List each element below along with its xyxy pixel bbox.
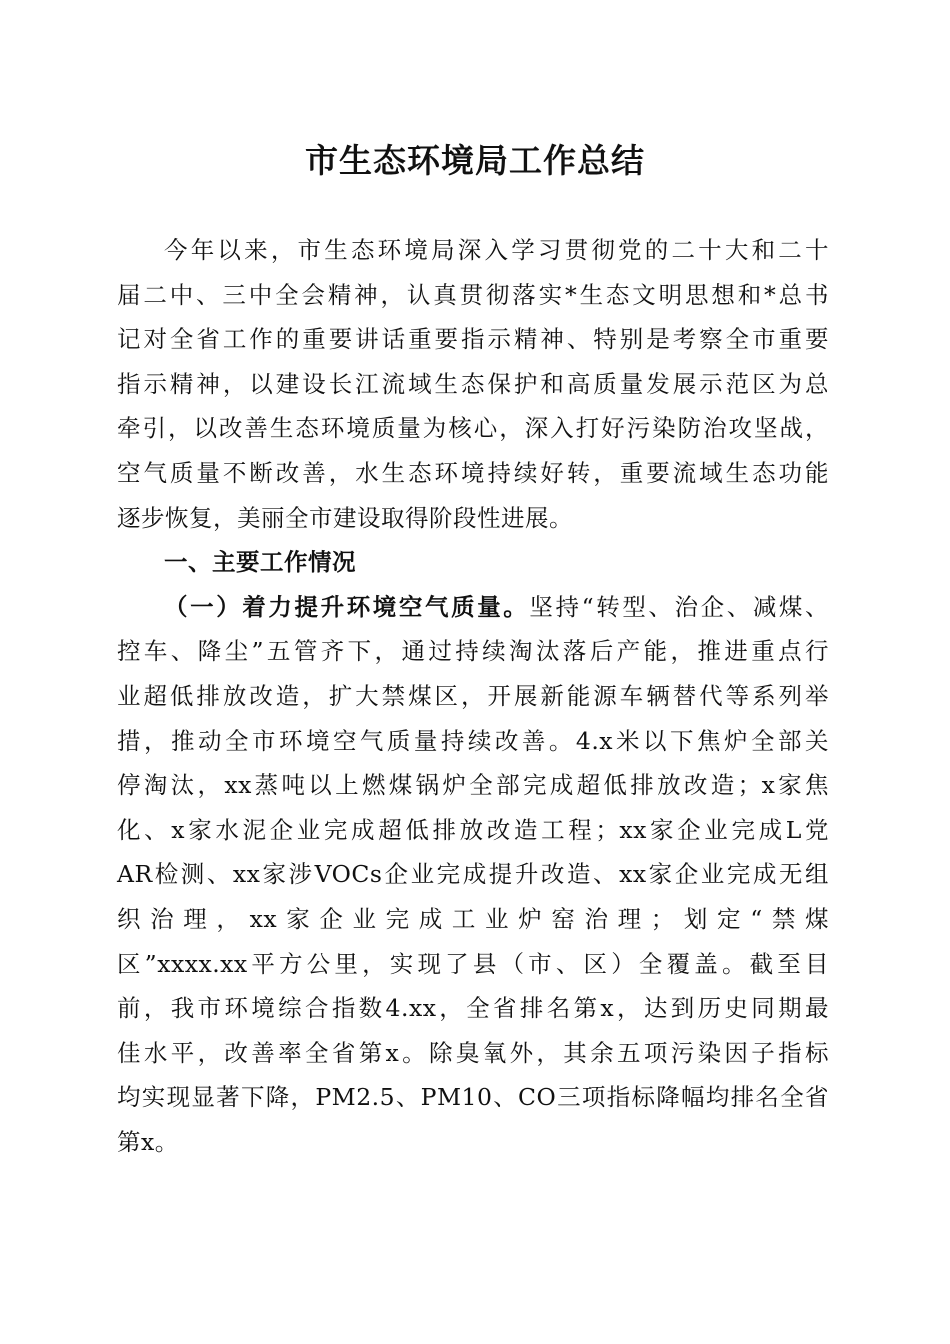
subsection-line: 控车、降尘”五管齐下，通过持续淘汰落后产能，推进重点行	[117, 637, 829, 666]
intro-line: 今年以来，市生态环境局深入学习贯彻党的二十大和二十	[164, 236, 829, 264]
subsection-first-text: 坚持“转型、治企、减煤、	[529, 592, 830, 621]
intro-line: 逐步恢复，美丽全市建设取得阶段性进展。	[117, 503, 573, 532]
subsection-line: 均实现显著下降，PM2.5、PM10、CO三项指标降幅均排名全省	[117, 1083, 829, 1112]
document-title: 市生态环境局工作总结	[305, 141, 645, 180]
subsection-line: 织治理，xx家企业完成工业炉窑治理；划定“禁煤	[117, 904, 829, 933]
subsection-line: 第x。	[117, 1127, 179, 1156]
subsection-line: 停淘汰，xx蒸吨以上燃煤锅炉全部完成超低排放改造；x家焦	[117, 771, 829, 800]
subsection-line: 前，我市环境综合指数4.xx，全省排名第x，达到历史同期最	[117, 994, 829, 1023]
intro-line: 牵引，以改善生态环境质量为核心，深入打好污染防治攻坚战，	[117, 414, 829, 443]
section-heading: 一、主要工作情况	[164, 548, 356, 577]
subsection-heading: （一）着力提升环境空气质量。	[164, 592, 530, 621]
subsection-line: 业超低排放改造，扩大禁煤区，开展新能源车辆替代等系列举	[117, 681, 829, 710]
subsection-line: 措，推动全市环境空气质量持续改善。4.x米以下焦炉全部关	[117, 726, 829, 755]
intro-line: 记对全省工作的重要讲话重要指示精神、特别是考察全市重要	[117, 325, 829, 354]
intro-line: 指示精神，以建设长江流域生态保护和高质量发展示范区为总	[117, 369, 829, 398]
subsection-line: 化、x家水泥企业完成超低排放改造工程；xx家企业完成L党	[117, 815, 829, 844]
subsection-line: AR检测、xx家涉VOCs企业完成提升改造、xx家企业完成无组	[117, 860, 829, 889]
subsection-line: 佳水平，改善率全省第x。除臭氧外，其余五项污染因子指标	[117, 1038, 829, 1067]
subsection-line: 区”xxxx.xx平方公里，实现了县（市、区）全覆盖。截至目	[117, 949, 829, 978]
subsection-first-line	[117, 585, 829, 630]
intro-line: 空气质量不断改善，水生态环境持续好转，重要流域生态功能	[117, 458, 829, 487]
intro-line: 届二中、三中全会精神，认真贯彻落实*生态文明思想和*总书	[117, 280, 829, 309]
document-body	[117, 228, 829, 1164]
